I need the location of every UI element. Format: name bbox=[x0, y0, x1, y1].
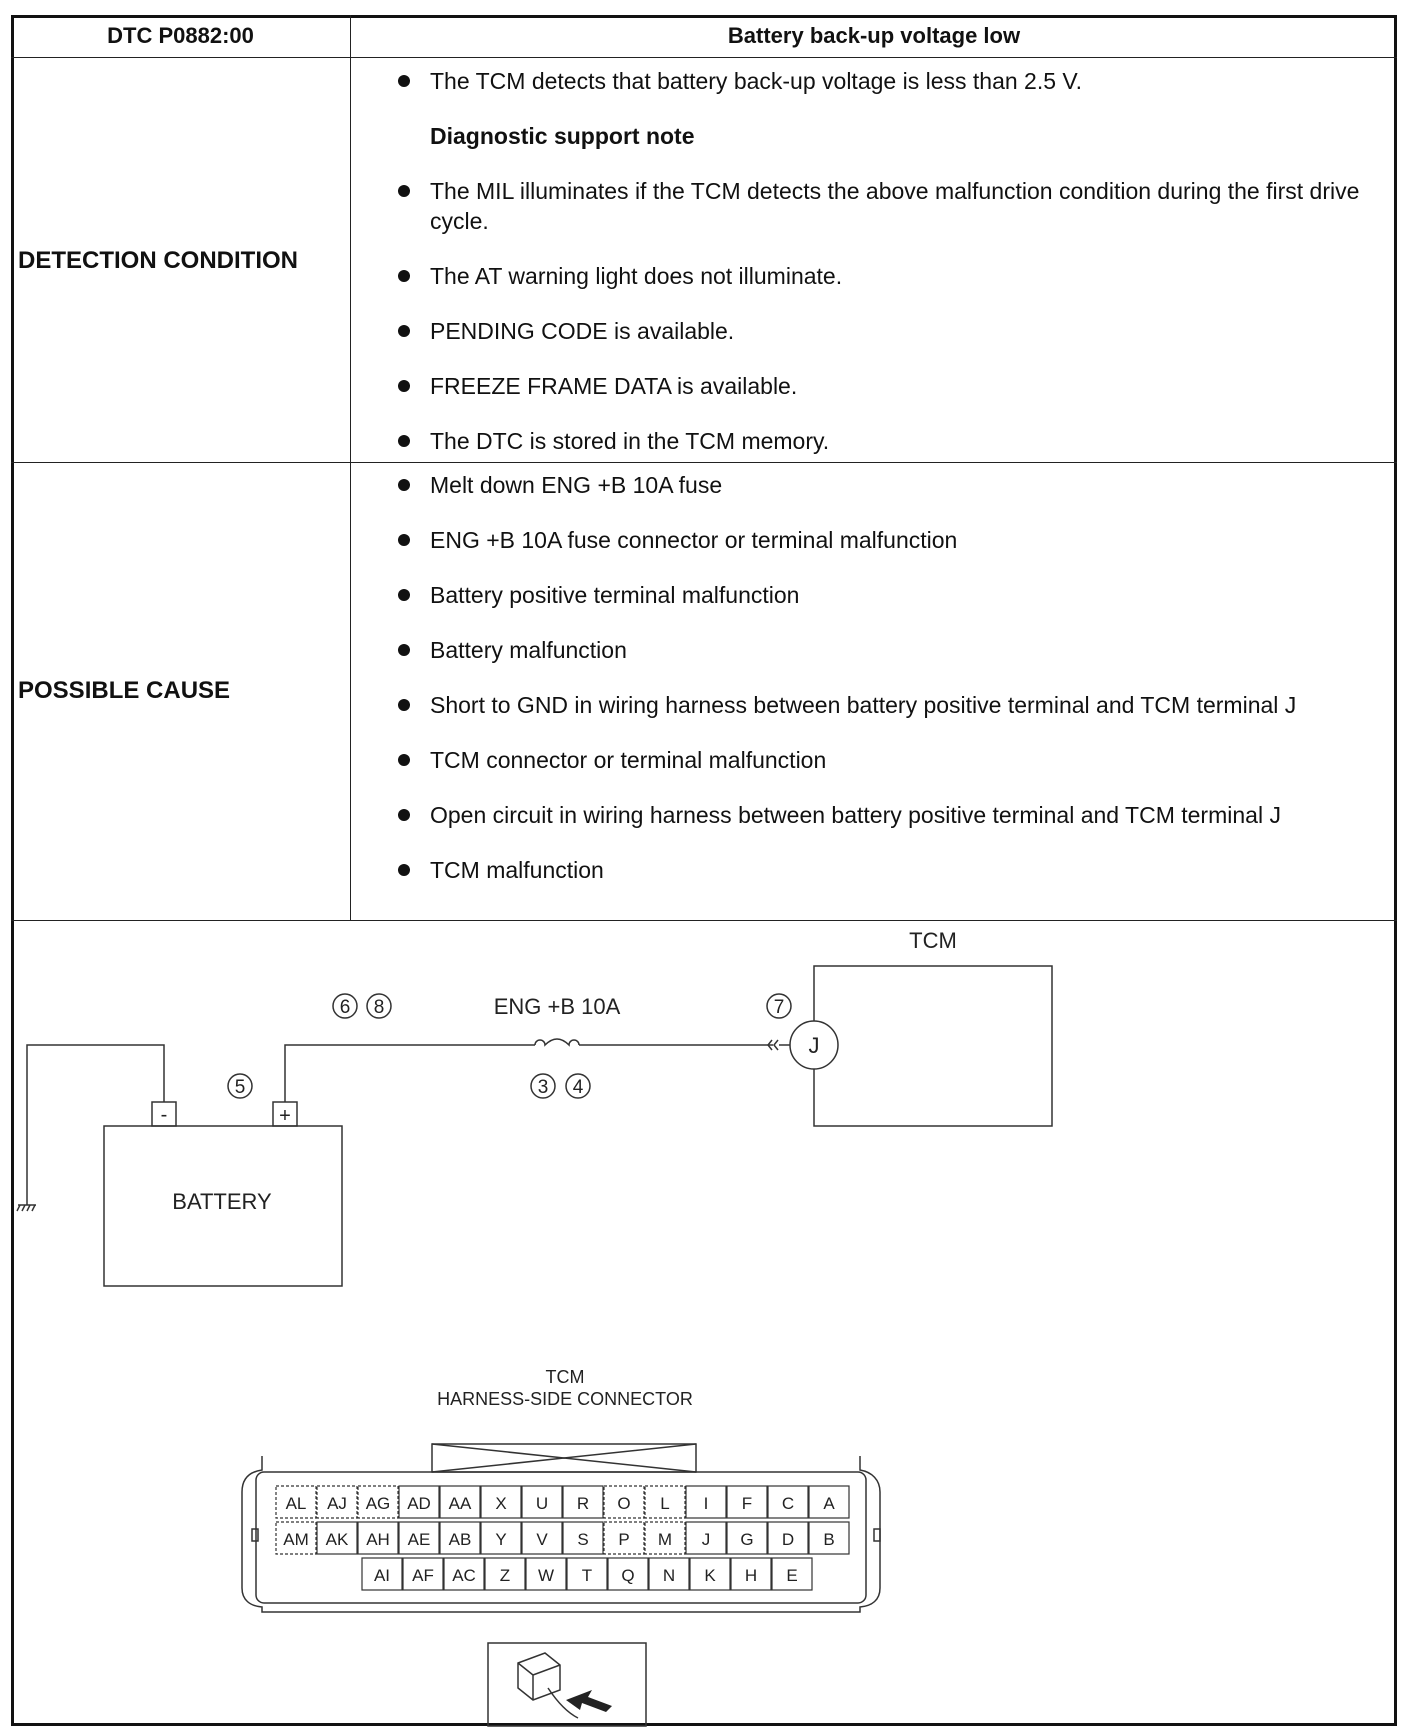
connector-pin-label: Y bbox=[495, 1530, 507, 1549]
detection-item: PENDING CODE is available. bbox=[398, 316, 1368, 346]
connector-pin-label: AB bbox=[448, 1530, 472, 1549]
connector-pins bbox=[276, 1486, 849, 1590]
connector-pin-label: AF bbox=[412, 1566, 434, 1585]
callout-number: 7 bbox=[773, 997, 785, 1018]
connector-pin-label: W bbox=[537, 1566, 555, 1585]
detection-item: The TCM detects that battery back-up voltage is less than 2.5 V. bbox=[398, 66, 1368, 96]
ground-symbol bbox=[17, 1205, 20, 1211]
dtc-code-header: DTC P0882:00 bbox=[107, 23, 254, 48]
connector-pin-label: D bbox=[781, 1530, 795, 1549]
connector-latch-mark bbox=[432, 1458, 696, 1472]
connector-mark bbox=[774, 1040, 778, 1050]
connector-pin-label: AC bbox=[452, 1566, 476, 1585]
connector-pin-label: AL bbox=[285, 1494, 307, 1513]
connector-pin-label: N bbox=[662, 1566, 676, 1585]
connector-title-line1: TCM bbox=[545, 1367, 585, 1387]
connector-view-icon bbox=[518, 1653, 560, 1700]
connector-pin-label: AK bbox=[325, 1530, 349, 1549]
connector-pin-label: AH bbox=[366, 1530, 390, 1549]
cause-item: Short to GND in wiring harness between battery positive terminal and TCM terminal J bbox=[398, 690, 1368, 720]
connector-pin-label: U bbox=[535, 1494, 549, 1513]
connector-pin-label: E bbox=[786, 1566, 798, 1585]
connector-pin-label: T bbox=[581, 1566, 593, 1585]
callout-number: 6 bbox=[339, 997, 351, 1018]
connector-pin-label: J bbox=[701, 1530, 711, 1549]
tcm-box bbox=[814, 966, 1052, 1126]
connector-pin-label: G bbox=[740, 1530, 754, 1549]
terminal-j-label: J bbox=[808, 1033, 820, 1058]
detection-item: FREEZE FRAME DATA is available. bbox=[398, 371, 1368, 401]
cause-item: TCM connector or terminal malfunction bbox=[398, 745, 1368, 775]
connector-latch-mark bbox=[432, 1444, 696, 1458]
detection-item: The MIL illuminates if the TCM detects the above malfunction condition during the first drive cycle. bbox=[398, 176, 1368, 236]
cause-item: Open circuit in wiring harness between battery positive terminal and TCM terminal J bbox=[398, 800, 1368, 830]
connector-pin-label: AM bbox=[283, 1530, 309, 1549]
connector-pin-label: Q bbox=[621, 1566, 635, 1585]
ground-symbol bbox=[27, 1205, 30, 1211]
cause-item: Melt down ENG +B 10A fuse bbox=[398, 470, 1368, 500]
detection-item: The AT warning light does not illuminate. bbox=[398, 261, 1368, 291]
battery-negative-label: - bbox=[160, 1104, 168, 1126]
connector-title-line2: HARNESS-SIDE CONNECTOR bbox=[437, 1389, 693, 1409]
connector-pin-label: AG bbox=[365, 1494, 391, 1513]
tcm-label: TCM bbox=[909, 928, 957, 953]
connector-pin-label: O bbox=[617, 1494, 631, 1513]
diagnostic-support-note-heading: Diagnostic support note bbox=[430, 123, 695, 149]
connector-pin-label: C bbox=[781, 1494, 795, 1513]
connector-pin-label: I bbox=[703, 1494, 709, 1513]
connector-pin-label: A bbox=[823, 1494, 835, 1513]
connector-pin-label: AA bbox=[448, 1494, 472, 1513]
connector-pin-label: X bbox=[495, 1494, 507, 1513]
callout-number: 4 bbox=[572, 1077, 584, 1098]
connector-pin-label: AI bbox=[373, 1566, 391, 1585]
connector-pin-label: H bbox=[744, 1566, 758, 1585]
connector-pin-label: AD bbox=[407, 1494, 431, 1513]
ground-symbol bbox=[22, 1205, 25, 1211]
connector-pin-label: B bbox=[823, 1530, 835, 1549]
callout-number: 8 bbox=[373, 997, 385, 1018]
connector-pin-label: M bbox=[657, 1530, 673, 1549]
battery-label: BATTERY bbox=[172, 1189, 272, 1214]
connector-pin-label: Z bbox=[499, 1566, 511, 1585]
battery-positive-label: + bbox=[279, 1105, 291, 1127]
connector-side-tab bbox=[252, 1529, 258, 1541]
detection-item: The DTC is stored in the TCM memory. bbox=[398, 426, 1368, 456]
connector-pin-label: S bbox=[577, 1530, 589, 1549]
connector-pin-label: F bbox=[741, 1494, 753, 1513]
detection-condition-label: DETECTION CONDITION bbox=[18, 247, 298, 274]
ground-symbol bbox=[32, 1205, 35, 1211]
connector-pin-label: L bbox=[660, 1494, 670, 1513]
view-direction-frame bbox=[488, 1643, 646, 1726]
fuse-symbol bbox=[535, 1039, 579, 1045]
possible-cause-label: POSSIBLE CAUSE bbox=[18, 677, 231, 704]
callout-number: 5 bbox=[234, 1077, 246, 1098]
connector-pin-label: AE bbox=[407, 1530, 431, 1549]
cause-item: Battery positive terminal malfunction bbox=[398, 580, 1368, 610]
callout-number: 3 bbox=[537, 1077, 549, 1098]
cause-item: TCM malfunction bbox=[398, 855, 1368, 885]
connector-pin-label: AJ bbox=[327, 1494, 347, 1513]
connector-pin-label: K bbox=[704, 1566, 716, 1585]
cause-item: Battery malfunction bbox=[398, 635, 1368, 665]
view-direction-arrow bbox=[566, 1690, 612, 1712]
connector-side-tab bbox=[874, 1529, 880, 1541]
cause-item: ENG +B 10A fuse connector or terminal malfunction bbox=[398, 525, 1368, 555]
ground-wire bbox=[27, 1045, 164, 1205]
connector-pin-label: P bbox=[618, 1530, 630, 1549]
connector-pin-label: R bbox=[576, 1494, 590, 1513]
connector-pin-label: V bbox=[536, 1530, 548, 1549]
fuse-label: ENG +B 10A bbox=[493, 994, 621, 1019]
positive-wire bbox=[285, 1045, 535, 1102]
dtc-title-header: Battery back-up voltage low bbox=[727, 23, 1021, 48]
